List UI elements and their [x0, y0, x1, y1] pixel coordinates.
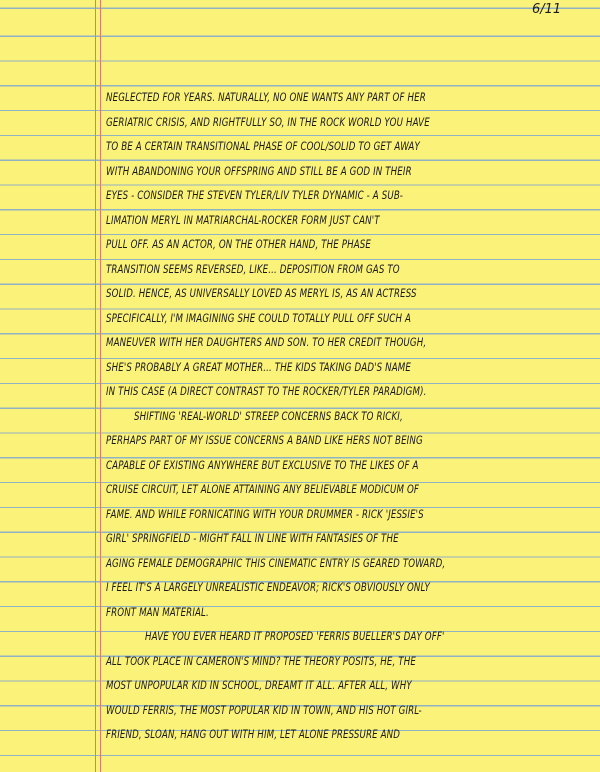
text-line: WITH ABANDONING YOUR OFFSPRING AND STILL BE A GOD IN THEIR	[106, 164, 412, 178]
text-line: FRONT MAN MATERIAL.	[106, 605, 209, 619]
text-line: CAPABLE OF EXISTING ANYWHERE BUT EXCLUSIVE TO THE LIKES OF A	[106, 458, 419, 472]
text-line: TO BE A CERTAIN TRANSITIONAL PHASE OF COOL/SOLID TO GET AWAY	[106, 140, 420, 153]
text-line: TRANSITION SEEMS REVERSED, LIKE... DEPOSITION FROM GAS TO	[106, 262, 400, 276]
text-line: SHE'S PROBABLY A GREAT MOTHER... THE KIDS TAKING DAD'S NAME	[106, 360, 411, 374]
text-line: I FEEL IT'S A LARGELY UNREALISTIC ENDEAVOR; RICK'S OBVIOUSLY ONLY	[106, 581, 430, 594]
text-line: MANEUVER WITH HER DAUGHTERS AND SON. TO HER CREDIT THOUGH,	[106, 336, 427, 349]
text-line: GERIATRIC CRISIS, AND RIGHTFULLY SO, IN THE ROCK WORLD YOU HAVE	[106, 115, 430, 129]
text-line: SOLID. HENCE, AS UNIVERSALLY LOVED AS MERYL IS, AS AN ACTRESS	[106, 287, 417, 300]
margin-line-left	[95, 0, 96, 772]
text-line: SHIFTING 'REAL-WORLD' STREEP CONCERNS BACK TO RICKI,	[134, 409, 403, 423]
text-line: MOST UNPOPULAR KID IN SCHOOL, DREAMT IT ALL. AFTER ALL, WHY	[106, 679, 412, 692]
margin-line-right	[100, 0, 101, 772]
text-line: AGING FEMALE DEMOGRAPHIC THIS CINEMATIC ENTRY IS GEARED TOWARD,	[106, 556, 446, 570]
text-line: IN THIS CASE (A DIRECT CONTRAST TO THE ROCKER/TYLER PARADIGM).	[106, 385, 427, 398]
text-line: ALL TOOK PLACE IN CAMERON'S MIND? THE THEORY POSITS, HE, THE	[106, 654, 416, 668]
text-line: NEGLECTED FOR YEARS. NATURALLY, NO ONE WANTS ANY PART OF HER	[106, 91, 426, 104]
text-line: WOULD FERRIS, THE MOST POPULAR KID IN TOWN, AND HIS HOT GIRL-	[106, 703, 422, 717]
text-line: PERHAPS PART OF MY ISSUE CONCERNS A BAND LIKE HERS NOT BEING	[106, 434, 423, 447]
text-line: LIMATION MERYL IN MATRIARCHAL-ROCKER FORM JUST CAN'T	[106, 213, 380, 227]
text-line: EYES - CONSIDER THE STEVEN TYLER/LIV TYLER DYNAMIC - A SUB-	[106, 189, 403, 202]
text-line: SPECIFICALLY, I'M IMAGINING SHE COULD TOTALLY PULL OFF SUCH A	[106, 311, 412, 325]
text-line: GIRL' SPRINGFIELD - MIGHT FALL IN LINE WITH FANTASIES OF THE	[106, 532, 399, 545]
text-line: FAME. AND WHILE FORNICATING WITH YOUR DRUMMER - RICK 'JESSIE'S	[106, 507, 424, 521]
text-line: FRIEND, SLOAN, HANG OUT WITH HIM, LET ALONE PRESSURE AND	[106, 728, 401, 741]
page-number: 6/11	[532, 2, 562, 17]
text-line: HAVE YOU EVER HEARD IT PROPOSED 'FERRIS BUELLER'S DAY OFF'	[145, 630, 445, 643]
text-line: PULL OFF. AS AN ACTOR, ON THE OTHER HAND, THE PHASE	[106, 238, 372, 251]
text-line: CRUISE CIRCUIT, LET ALONE ATTAINING ANY BELIEVABLE MODICUM OF	[106, 483, 420, 496]
